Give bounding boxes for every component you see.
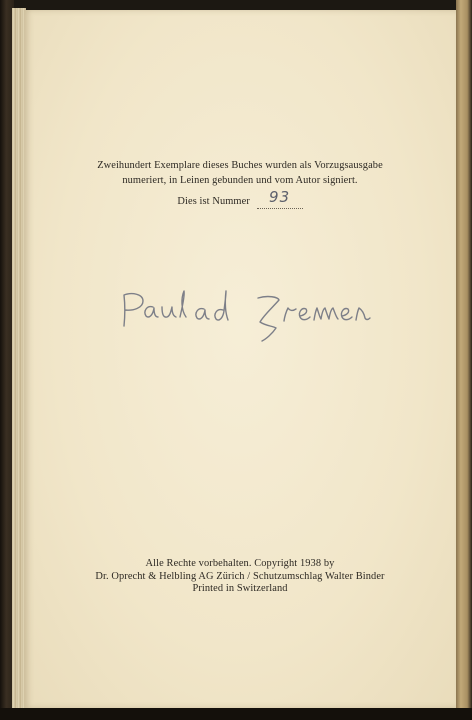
rights-reserved-line: Alle Rechte vorbehalten. Copyright 1938 by [145,558,335,569]
printed-in-line: Printed in Switzerland [192,583,288,594]
paper-page [24,10,456,708]
edition-notice [24,158,456,188]
copy-number-line [24,188,456,209]
copyright-block [24,558,456,596]
copy-number-label: Dies ist Nummer [177,196,250,207]
copy-number-field [257,188,303,209]
publisher-line: Dr. Oprecht & Helbling AG Zürich / Schutzumschlag Walter Binder [95,570,385,582]
author-signature [116,286,378,342]
right-cover-edge [456,0,472,720]
edition-notice-line-1: Zweihundert Exemplare dieses Buches wurden als Vorzugsausgabe [97,160,383,171]
background-top [0,0,472,10]
copy-number-value: 93 [269,188,291,206]
background-bottom [0,708,472,720]
edition-notice-line-2: numeriert, in Leinen gebunden und vom Autor signiert. [122,175,358,186]
